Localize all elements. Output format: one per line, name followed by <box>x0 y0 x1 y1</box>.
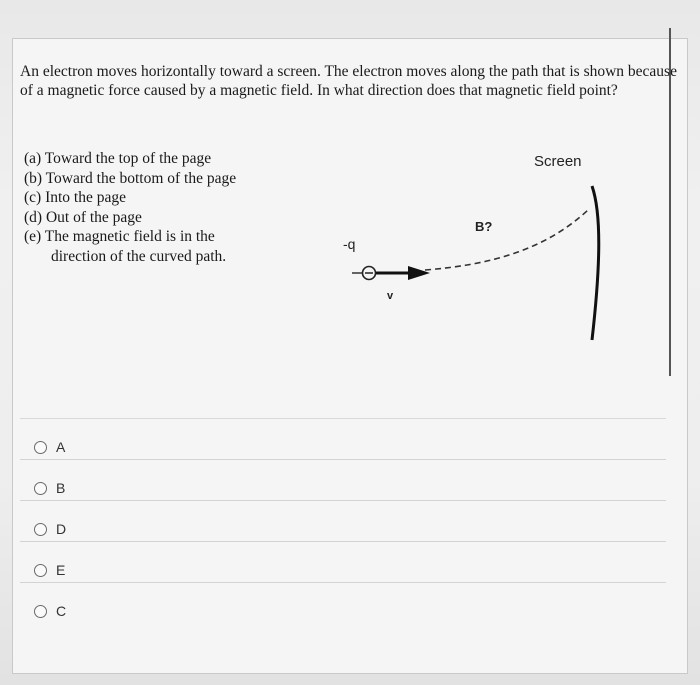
radio-a-icon[interactable] <box>34 441 47 454</box>
velocity-arrow-head <box>408 266 430 280</box>
screen-label: Screen <box>534 153 582 170</box>
choice-c-text: (c) Into the page <box>24 189 126 206</box>
field-label: B? <box>475 219 493 234</box>
radio-d-icon[interactable] <box>34 523 47 536</box>
velocity-label: v <box>387 290 394 302</box>
radio-b-icon[interactable] <box>34 482 47 495</box>
answer-choices-list <box>24 149 236 266</box>
option-d[interactable] <box>20 500 666 541</box>
option-e[interactable] <box>20 541 666 582</box>
question-text: An electron moves horizontally toward a screen. The electron moves along the path that is shown because of a magnetic force caused by a magnetic field. In what direction does that magnetic field point? <box>20 63 677 99</box>
answer-options <box>20 418 666 623</box>
choice-e-continuation: direction of the curved path. <box>51 247 227 265</box>
curved-path <box>425 210 588 270</box>
option-a-label: A <box>56 439 66 455</box>
radio-e-icon[interactable] <box>34 564 47 577</box>
charge-label: -q <box>343 236 356 252</box>
option-a[interactable] <box>20 418 666 459</box>
option-c[interactable] <box>20 582 666 623</box>
option-b-label: B <box>56 480 66 496</box>
screen-line <box>592 186 599 340</box>
option-b[interactable] <box>20 459 666 500</box>
electron-path-diagram <box>330 140 630 350</box>
choice-d-text: (d) Out of the page <box>24 208 142 226</box>
choice-e-text: (e) The magnetic field is in the <box>24 228 215 245</box>
option-d-label: D <box>56 521 67 537</box>
choice-a-text: (a) Toward the top of the page <box>24 150 212 167</box>
option-c-label: C <box>56 603 67 619</box>
radio-c-icon[interactable] <box>34 605 47 618</box>
option-e-label: E <box>56 562 66 578</box>
choice-b-text: (b) Toward the bottom of the page <box>24 169 237 187</box>
